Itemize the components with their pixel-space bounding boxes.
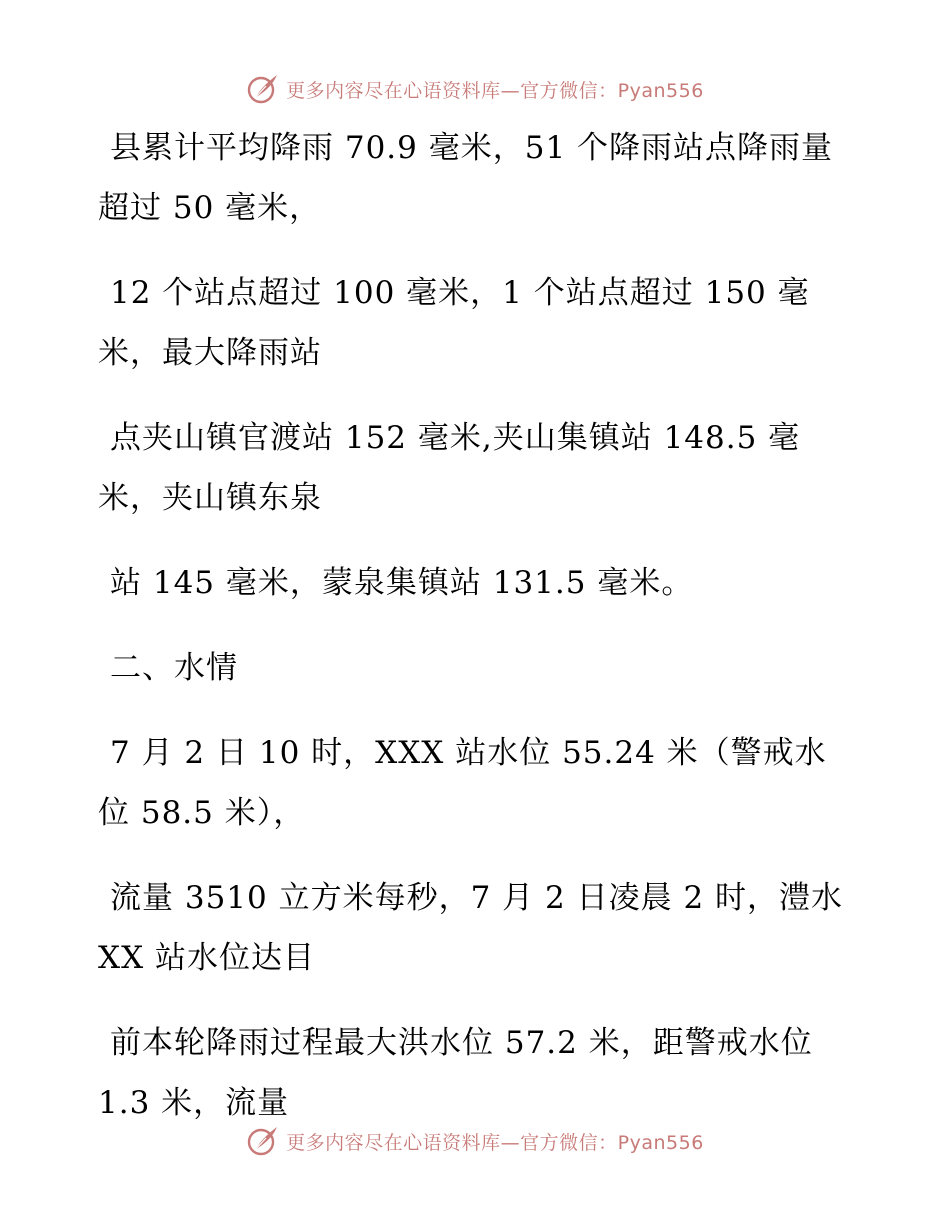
- paragraph: 站 145 毫米，蒙泉集镇站 131.5 毫米。: [110, 565, 694, 601]
- feather-quill-icon: [246, 72, 280, 106]
- paragraph: 7 月 2 日 10 时，XXX 站水位 55.24 米（警戒水位 58.5 米），: [98, 735, 827, 831]
- footer-watermark-banner: [0, 1124, 950, 1158]
- section-heading: 二、水情: [110, 650, 238, 686]
- document-body: [98, 118, 854, 1158]
- paragraph: 流量 3510 立方米每秒，7 月 2 日凌晨 2 时，澧水 XX 站水位达目: [98, 880, 854, 976]
- header-watermark-banner: [0, 72, 950, 106]
- watermark-text: 更多内容尽在心语资料库—官方微信：Pyan556: [286, 79, 704, 102]
- paragraph: 前本轮降雨过程最大洪水位 57.2 米，距警戒水位 1.3 米，流量: [98, 1025, 824, 1121]
- paragraph: 点夹山镇官渡站 152 毫米,夹山集镇站 148.5 毫米，夹山镇东泉: [98, 420, 801, 516]
- watermark-text: 更多内容尽在心语资料库—官方微信：Pyan556: [286, 1131, 704, 1154]
- paragraph: 12 个站点超过 100 毫米，1 个站点超过 150 毫米，最大降雨站: [98, 275, 810, 371]
- paragraph: 县累计平均降雨 70.9 毫米，51 个降雨站点降雨量超过 50 毫米，: [98, 130, 834, 226]
- feather-quill-icon: [246, 1124, 280, 1158]
